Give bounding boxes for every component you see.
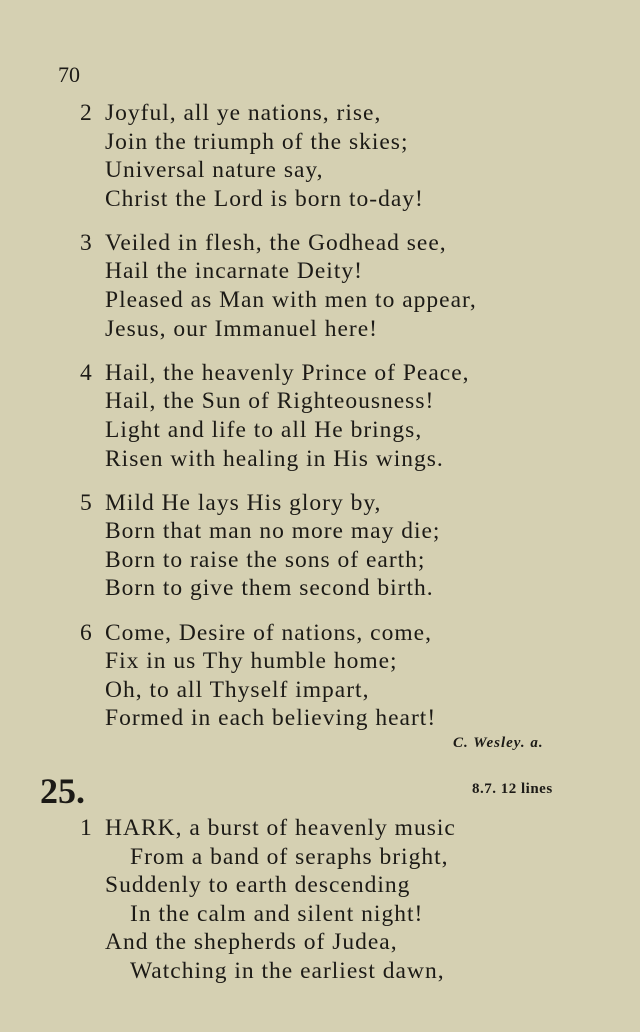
verse-line bbox=[80, 814, 620, 843]
verse-line bbox=[80, 900, 620, 929]
stanza-number: 3 bbox=[80, 229, 93, 256]
stanza bbox=[80, 229, 600, 343]
hymn-25-stanzas bbox=[80, 814, 620, 1001]
verse-text: Oh, to all Thyself impart, bbox=[105, 676, 370, 703]
stanza-number: 6 bbox=[80, 619, 93, 646]
verse-text: Born to give them second birth. bbox=[105, 575, 434, 602]
verse-text: Watching in the earliest dawn, bbox=[130, 957, 445, 984]
stanza bbox=[80, 619, 600, 733]
verse-text: In the calm and silent night! bbox=[130, 900, 424, 927]
verse-text: Joyful, all ye nations, rise, bbox=[105, 100, 382, 126]
hymn-number: 25. bbox=[40, 771, 85, 811]
verse-text: Born that man no more may die; bbox=[105, 518, 441, 545]
verse-line bbox=[80, 489, 600, 518]
stanza-number: 4 bbox=[80, 359, 93, 386]
verse-line bbox=[80, 99, 600, 128]
verse-text: HARK, a burst of heavenly music bbox=[105, 815, 456, 841]
verse-text: Come, Desire of nations, come, bbox=[105, 619, 432, 646]
verse-text: Hail the incarnate Deity! bbox=[105, 258, 363, 285]
verse-text: Hail, the Sun of Righteousness! bbox=[105, 388, 435, 415]
verse-text: Born to raise the sons of earth; bbox=[105, 546, 426, 573]
verse-line bbox=[80, 574, 600, 603]
verse-text: Risen with healing in His wings. bbox=[105, 445, 444, 472]
verse-line bbox=[80, 387, 600, 416]
verse-text: Pleased as Man with men to appear, bbox=[105, 287, 477, 314]
verse-text: Universal nature say, bbox=[105, 157, 324, 184]
verse-line bbox=[80, 928, 620, 957]
verse-line bbox=[80, 229, 600, 258]
verse-text: Fix in us Thy humble home; bbox=[105, 648, 398, 675]
stanza-number: 5 bbox=[80, 489, 93, 516]
stanza bbox=[80, 359, 600, 473]
stanza bbox=[80, 99, 600, 213]
verse-line bbox=[80, 128, 600, 157]
stanza bbox=[80, 489, 600, 603]
verse-line bbox=[80, 359, 600, 388]
verse-text: Join the triumph of the skies; bbox=[105, 128, 409, 155]
hymn-previous-stanzas bbox=[80, 99, 600, 748]
verse-line bbox=[80, 957, 620, 986]
verse-text: From a band of seraphs bright, bbox=[130, 843, 449, 870]
stanza-number: 2 bbox=[80, 100, 93, 126]
verse-line bbox=[80, 843, 620, 872]
verse-text: Veiled in flesh, the Godhead see, bbox=[105, 229, 447, 256]
verse-text: Light and life to all He brings, bbox=[105, 416, 423, 443]
verse-line bbox=[80, 546, 600, 575]
hymn-meter: 8.7. 12 lines bbox=[472, 781, 553, 797]
verse-line bbox=[80, 156, 600, 185]
verse-text: Mild He lays His glory by, bbox=[105, 489, 382, 516]
verse-text: And the shepherds of Judea, bbox=[105, 929, 398, 956]
verse-line bbox=[80, 871, 620, 900]
page-number: 70 bbox=[58, 62, 80, 87]
verse-line bbox=[80, 676, 600, 705]
verse-text: Formed in each believing heart! bbox=[105, 705, 437, 732]
verse-line bbox=[80, 704, 600, 733]
stanza bbox=[80, 814, 620, 986]
verse-line bbox=[80, 286, 600, 315]
verse-text: Jesus, our Immanuel here! bbox=[105, 315, 378, 342]
verse-line bbox=[80, 185, 600, 214]
verse-line bbox=[80, 647, 600, 676]
verse-line bbox=[80, 445, 600, 474]
verse-line bbox=[80, 619, 600, 648]
verse-line bbox=[80, 517, 600, 546]
verse-text: Christ the Lord is born to-day! bbox=[105, 185, 424, 212]
stanza-number: 1 bbox=[80, 815, 93, 841]
verse-line bbox=[80, 257, 600, 286]
verse-text: Hail, the heavenly Prince of Peace, bbox=[105, 359, 470, 386]
verse-text: Suddenly to earth descending bbox=[105, 872, 411, 899]
verse-line bbox=[80, 416, 600, 445]
verse-line bbox=[80, 315, 600, 344]
hymn-attribution: C. Wesley. a. bbox=[453, 735, 544, 751]
